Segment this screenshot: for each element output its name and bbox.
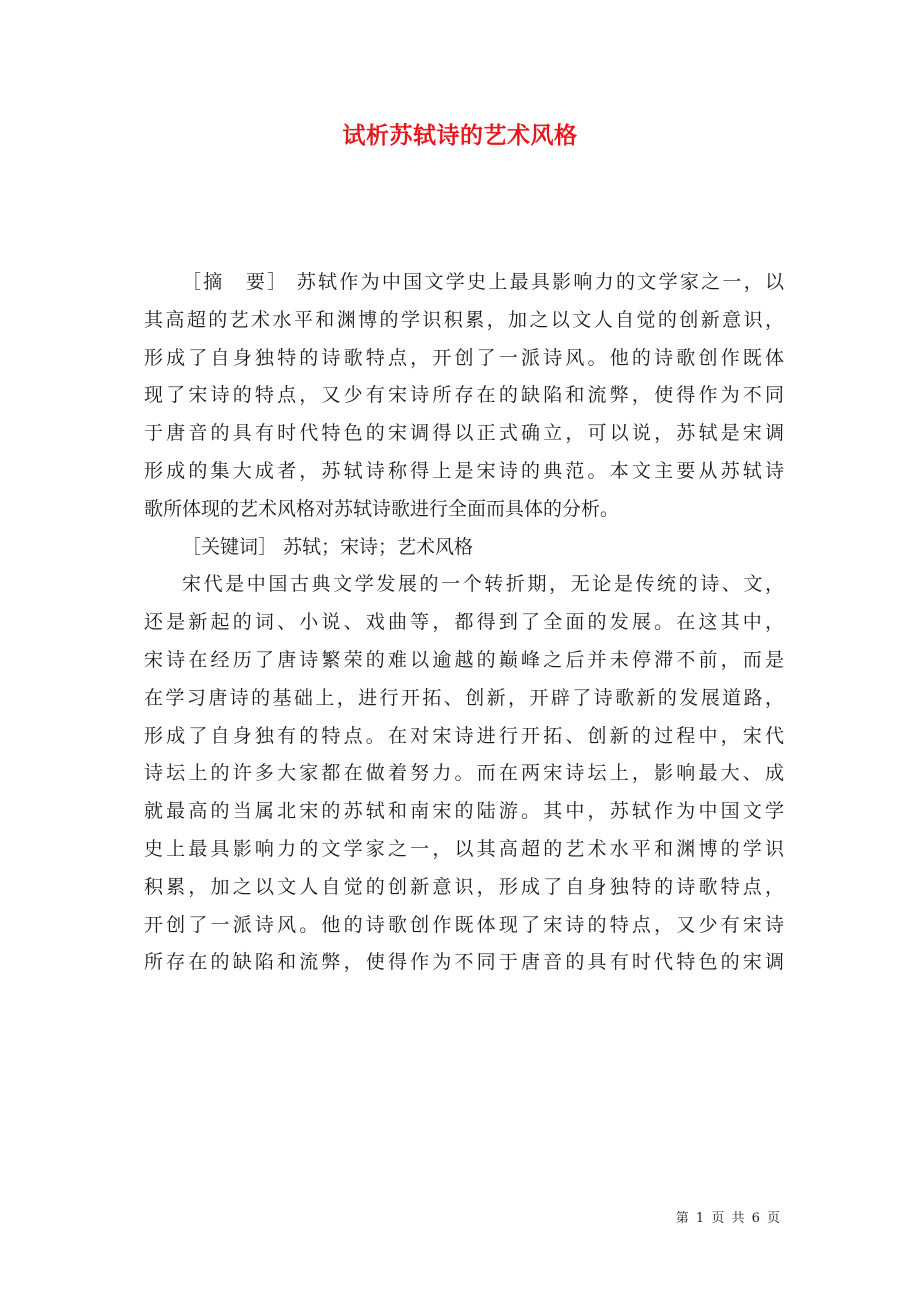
document-body — [144, 264, 784, 982]
text-line: 所存在的缺陷和流弊，使得作为不同于唐音的具有时代特色的宋调 — [144, 951, 784, 974]
text-line: 歌所体现的艺术风格对苏轼诗歌进行全面而具体的分析。 — [144, 497, 620, 520]
text-line: 宋诗在经历了唐诗繁荣的难以逾越的巅峰之后并未停滞不前，而是 — [144, 648, 784, 671]
text-line: 宋代是中国古典文学发展的一个转折期，无论是传统的诗、文， — [182, 573, 784, 596]
text-line: 于唐音的具有时代特色的宋调得以正式确立，可以说，苏轼是宋调 — [144, 422, 784, 445]
text-line: 还是新起的词、小说、戏曲等，都得到了全面的发展。在这其中， — [144, 611, 784, 634]
page-number: 第 1 页 共 6 页 — [675, 1211, 780, 1226]
text-line: 形成的集大成者，苏轼诗称得上是宋诗的典范。本文主要从苏轼诗 — [144, 459, 784, 482]
text-line: 在学习唐诗的基础上，进行开拓、创新，开辟了诗歌新的发展道路， — [144, 686, 784, 709]
text-line: 开创了一派诗风。他的诗歌创作既体现了宋诗的特点，又少有宋诗 — [144, 913, 784, 936]
text-line: 形成了自身独有的特点。在对宋诗进行开拓、创新的过程中，宋代 — [144, 724, 784, 747]
text-line: ［关键词］ 苏轼；宋诗；艺术风格 — [182, 535, 474, 558]
text-line: ［摘 要］ 苏轼作为中国文学史上最具影响力的文学家之一，以 — [182, 271, 784, 293]
text-line: 现了宋诗的特点，又少有宋诗所存在的缺陷和流弊，使得作为不同 — [144, 384, 784, 407]
text-line: 形成了自身独特的诗歌特点，开创了一派诗风。他的诗歌创作既体 — [144, 346, 784, 369]
text-line: 诗坛上的许多大家都在做着努力。而在两宋诗坛上，影响最大、成 — [144, 762, 784, 785]
text-line: 积累，加之以文人自觉的创新意识，形成了自身独特的诗歌特点， — [144, 875, 784, 898]
text-line: 史上最具影响力的文学家之一，以其高超的艺术水平和渊博的学识 — [144, 837, 784, 860]
text-line: 就最高的当属北宋的苏轼和南宋的陆游。其中，苏轼作为中国文学 — [144, 800, 784, 823]
document-title: 试析苏轼诗的艺术风格 — [342, 122, 578, 149]
text-line: 其高超的艺术水平和渊博的学识积累，加之以文人自觉的创新意识， — [144, 308, 784, 331]
